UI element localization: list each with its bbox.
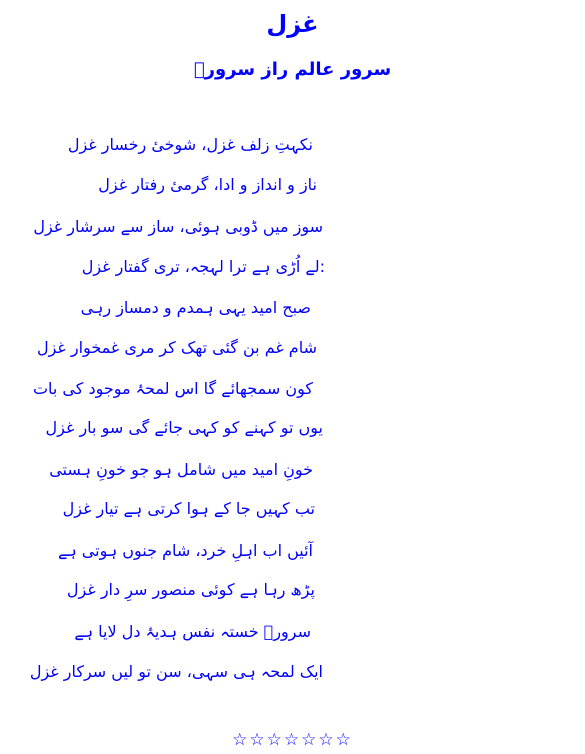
verse-line: :لے اُڑی ہے ترا لہجہ، تری گفتار غزل: [81, 257, 325, 276]
verse-line: سرورؔ خستہ نفس ہدیۂ دل لایا ہے: [74, 622, 311, 641]
verse-line: ناز و انداز و ادا، گرمیٔ رفتار غزل: [98, 175, 317, 194]
verse-line: سوز میں ڈوبی ہوئی، ساز سے سرشار غزل: [33, 217, 323, 236]
verse-line: نکہتِ زلف غزل، شوخیٔ رخسار غزل: [67, 135, 313, 154]
verse-line: آئیں اب اہلِ خرد، شام جنوں ہوتی ہے: [57, 541, 313, 560]
verse-line: صبح امید یہی ہمدم و دمساز رہی: [80, 298, 311, 317]
verse-line: شام غم بن گئی تھک کر مری غمخوار غزل: [36, 338, 317, 357]
verse-line: پڑھ رہا ہے کوئی منصور سرِ دار غزل: [66, 580, 315, 599]
poet-name: سرور عالم راز سرورؔ: [193, 59, 392, 80]
verse-line: کون سمجھائے گا اس لمحۂ موجود کی بات: [32, 379, 313, 398]
verse-line: تب کہیں جا کے ہوا کرتی ہے تیار غزل: [62, 499, 315, 518]
poem-title: غزل: [266, 10, 319, 38]
verse-line: ایک لمحہ ہی سہی، سن تو لیں سرکار غزل: [29, 662, 323, 681]
verse-line: خونِ امید میں شامل ہو جو خونِ ہستی: [49, 460, 313, 479]
star-ornament: ☆☆☆☆☆☆☆: [232, 730, 353, 750]
verse-line: یوں تو کہنے کو کہی جائے گی سو بار غزل: [45, 418, 323, 437]
